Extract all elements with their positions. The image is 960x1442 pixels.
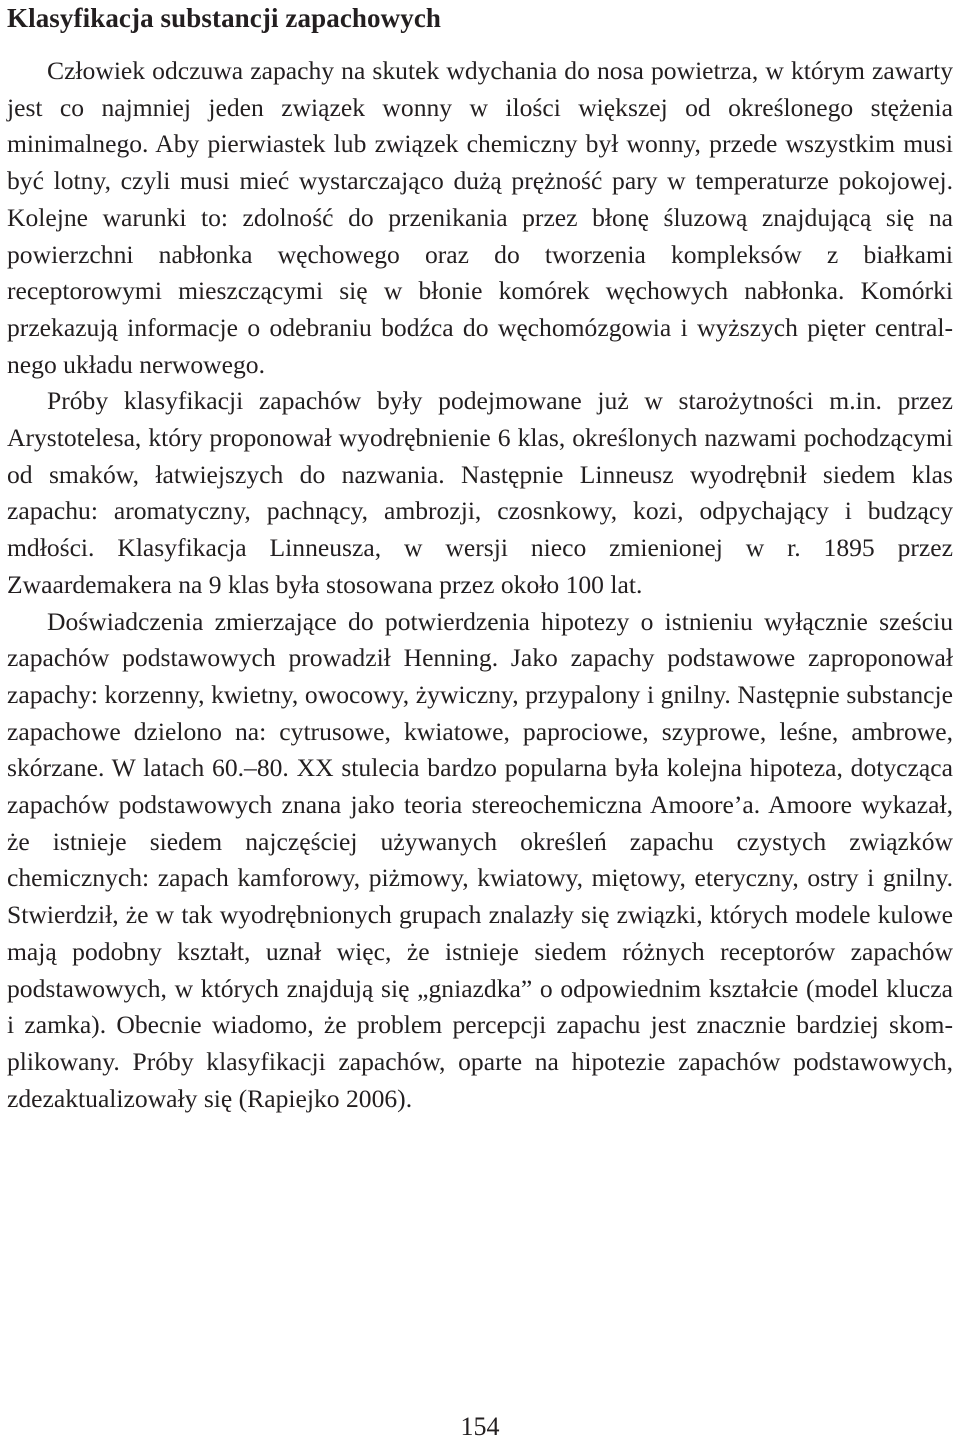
page-number: 154 — [460, 1412, 500, 1441]
paragraph-odor-perception: Człowiek odczuwa zapachy na skutek wdychania do nosa powietrza, w którym zawarty jest co najmniej jeden związek wonny w ilości większej od określonego stężenia minimalnego. Aby pierwiastek lub związek chemiczny był wonny, przede wszystkim musi być lotny, czyli musi mieć wystarczająco dużą prężność pary w temperaturze pokojowej. Kolejne warunki to: zdolność do przenikania przez błonę śluzową znajdującą się na powierzchni nabłonka węchowego oraz do tworzenia kompleksów z białkami receptorowymi mieszczącymi się w błonie komórek węchowych nabłonka. Komórki przekazują informacje o odebraniu bodźca do węchomózgowia i wyższych pięter centralnego układu nerwowego. — [7, 56, 953, 379]
body-text — [7, 53, 953, 1117]
section-heading: Klasyfikacja substancji zapachowych — [7, 3, 442, 33]
paragraph-basic-odors-hypotheses: Doświadczenia zmierzające do potwierdzenia hipotezy o istnieniu wyłącznie sześciu zapachów podstawowych prowadził Henning. Jako zapachy podstawowe zaproponował zapachy: korzenny, kwietny, owocowy, żywiczny, przypalony i gnilny. Następnie substancje zapachowe dzielono na: cytrusowe, kwiatowe, paprociowe, szyprowe, leśne, ambrowe, skórzane. W latach 60.–80. XX stulecia bardzo popularna była kolejna hipoteza, dotycząca zapachów podstawowych znana jako teoria stereochemiczna Amoore’a. Amoore wykazał, że istnieje siedem najczęściej używanych określeń zapachu czystych związków chemicznych: zapach kamforowy, piżmowy, kwiatowy, miętowy, eteryczny, ostry i gnilny. Stwierdził, że w tak wyodrębnionych grupach znalazły się związki, których modele kulowe mają podobny kształt, uznał więc, że istnieje siedem różnych receptorów zapachów podstawowych, w których znajdują się „gniazdka” o odpowiednim kształcie (model klucza i zamka). Obecnie wiadomo, że problem percepcji zapachu jest znacznie bardziej skomplikowany. Próby klasyfikacji zapachów, oparte na hipotezie zapachów podstawowych, zdezaktualizowały się (Rapiejko 2006). — [7, 606, 953, 1113]
paragraph-classification-history: Próby klasyfikacji zapachów były podejmowane już w starożytności m.in. przez Arystotelesa, który proponował wyodrębnienie 6 klas, określonych nazwami pochodzącymi od smaków, łatwiejszych do nazwania. Następnie Linneusz wyodrębnił siedem klas zapachu: aromatyczny, pachnący, ambrozji, czosnkowy, kozi, odpychający i budzący mdłości. Klasyfikacja Linneusza, w wersji nieco zmienionej w r. 1895 przez Zwaardemakera na 9 klas była stosowana przez około 100 lat. — [7, 386, 953, 599]
